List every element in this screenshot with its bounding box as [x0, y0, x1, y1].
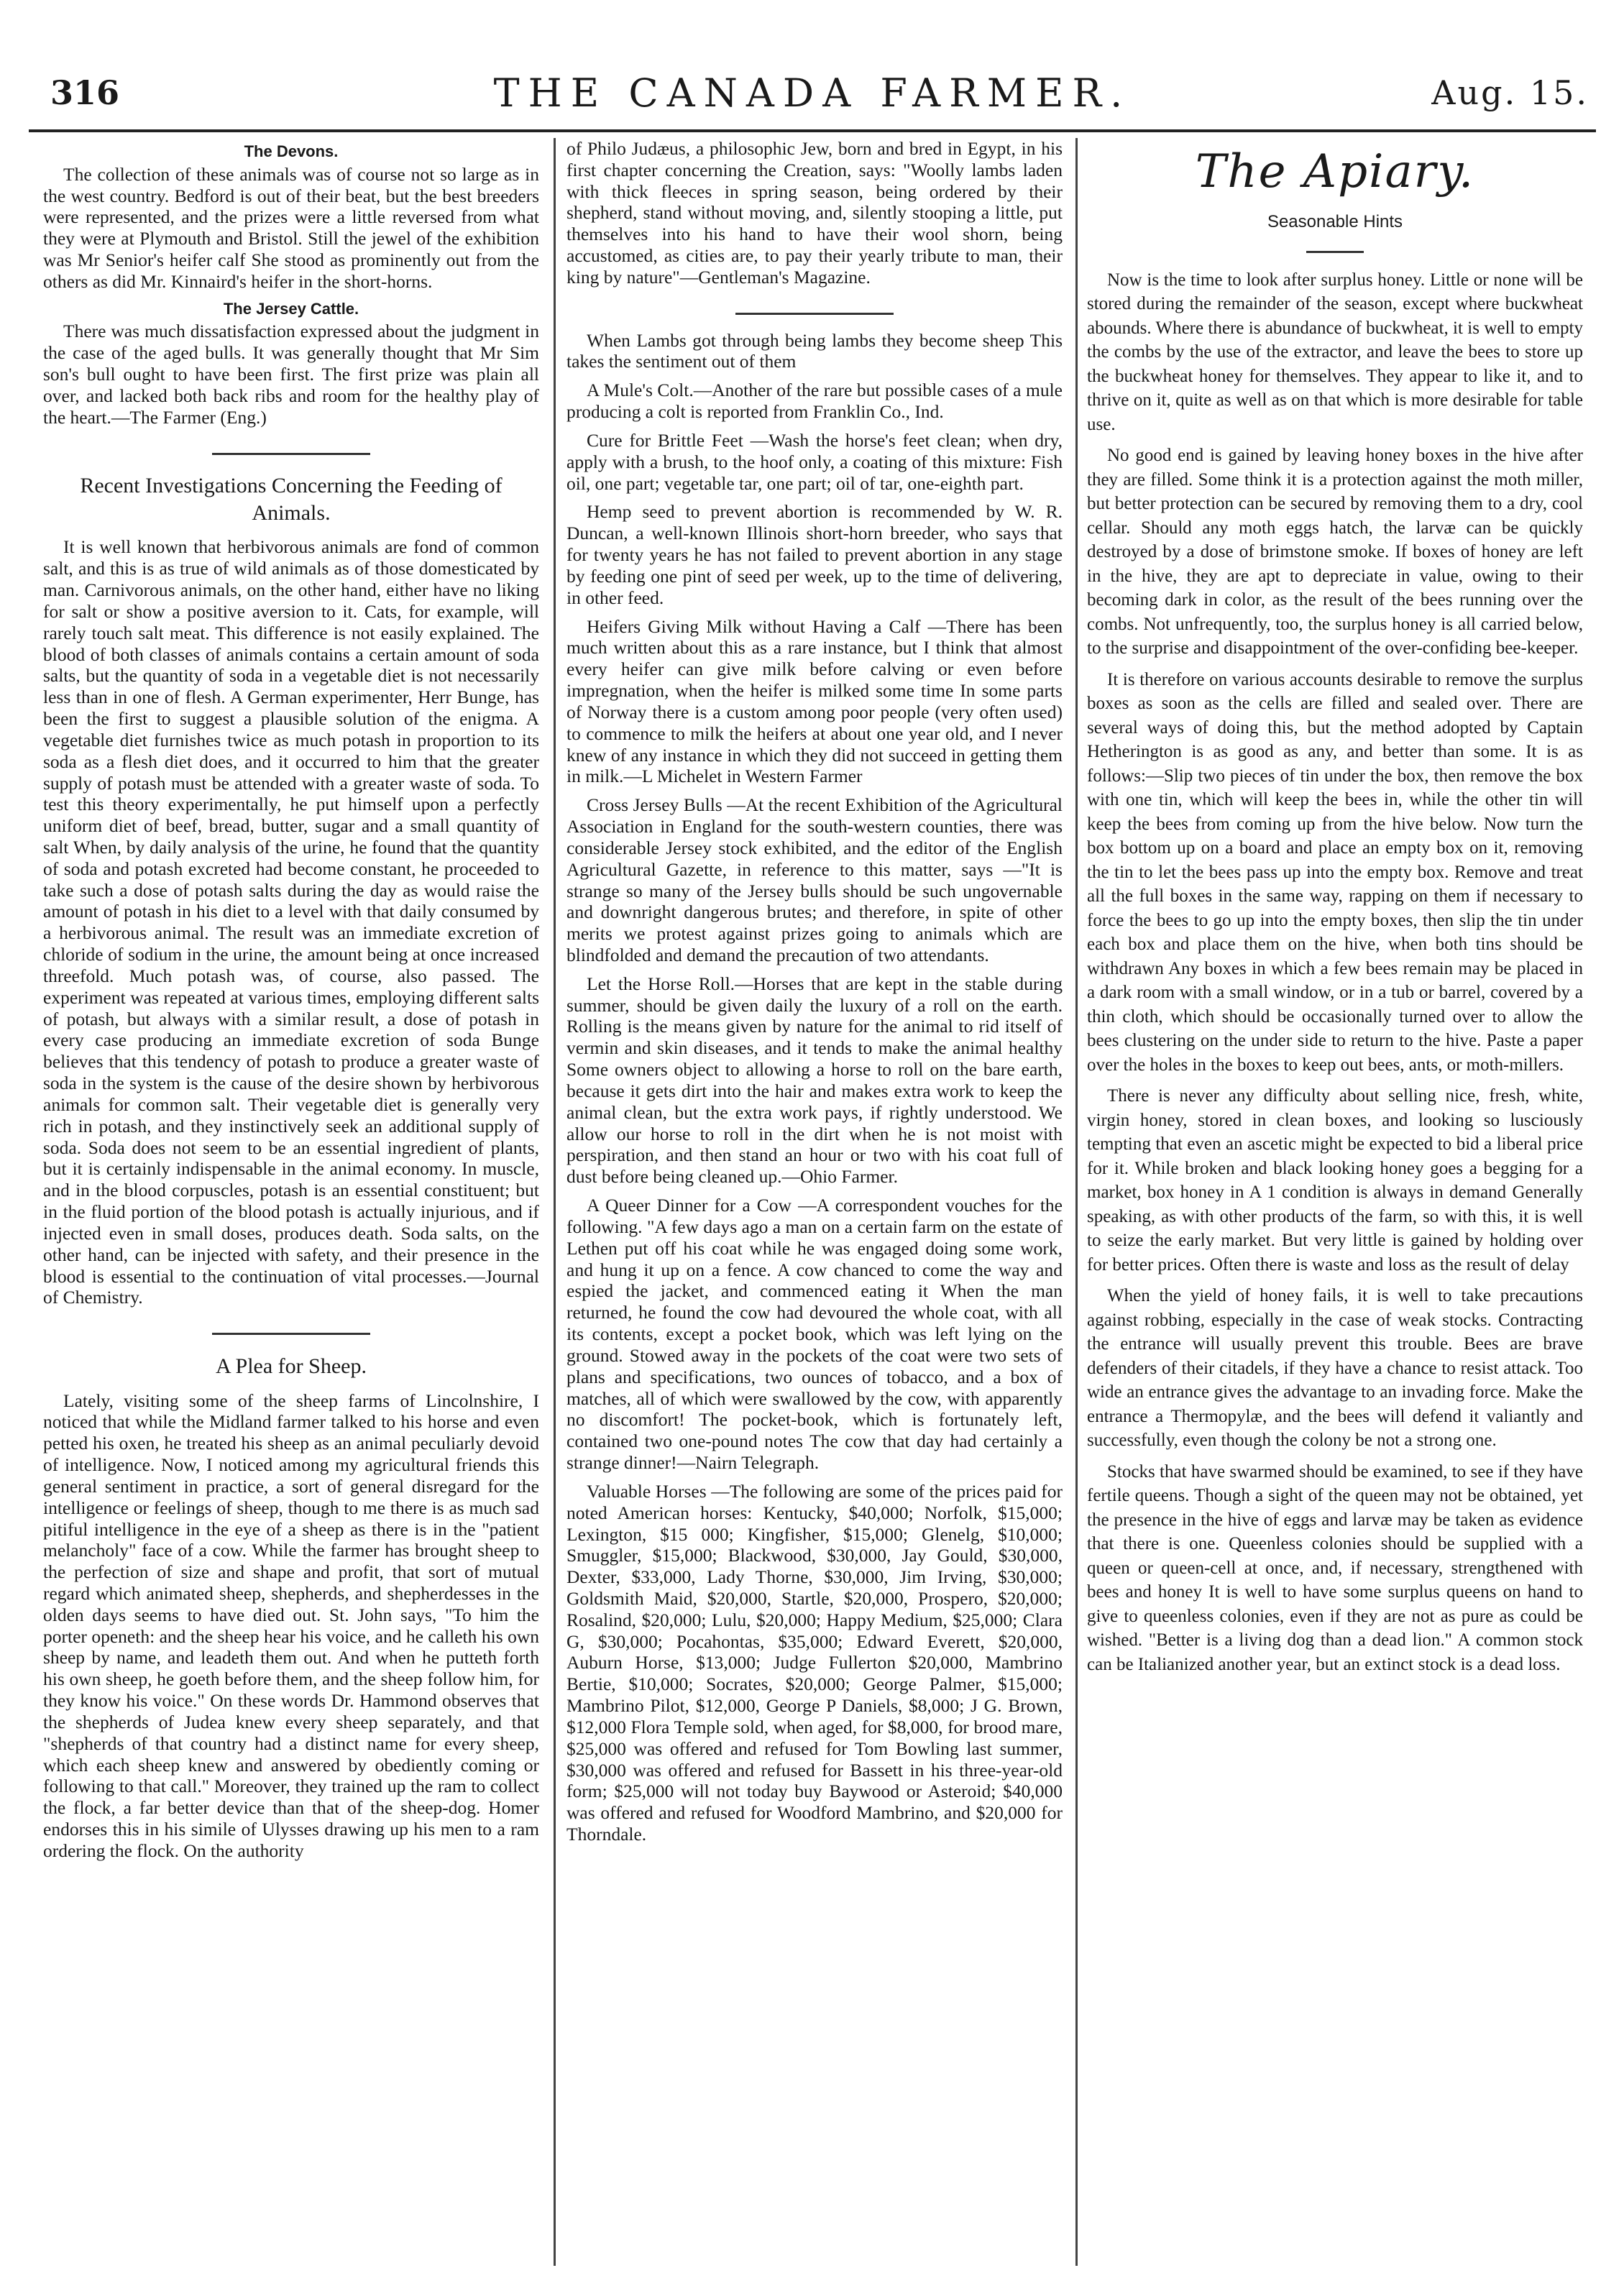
plea-for-sheep-text: Lately, visiting some of the sheep farms of Lincolnshire, I noticed that while the Midland farmer talked to his horse and even petted his oxen, he treated his sheep as an animal peculiarly devoid of intelligence. Now, I noticed among my agricultural friends this general sentiment in practice, a sort of general disregard for the intelligence or feelings of sheep, though to me there is as much sad pitiful intelligence in the eye of a sheep as there is in the "patient melancholy" face of a cow. While the farmer has brought sheep to the perfection of size and shape and profit, that sort of mutual regard which animated sheep, shepherds, and shepherdesses in the olden days seems to have died out. St. John says, "To him the porter openeth: and the sheep hear his voice, and he calleth his own sheep by name, and leadeth them out. And when he putteth forth his own sheep, he goeth before them, and the sheep follow him, for they know his voice." On these words Dr. Hammond observes that the shepherds of Judea knew every sheep separately, and that "shepherds of that country had a distinct name for every sheep, which each sheep knew and answered by obediently coming or following to that call." Moreover, they trained up the ram to collect the flock, a far better device than that of the sheep-dog. Homer endorses this in his simile of Ulysses drawing up his men to a ram ordering the flock. On the authority [43, 1390, 539, 1861]
newspaper-page [29, 65, 1596, 2279]
mule-colt-item: A Mule's Colt.—Another of the rare but possible cases of a mule producing a colt is reported from Franklin Co., Ind. [566, 380, 1063, 423]
column-2 [566, 138, 1063, 1852]
issue-date: Aug. 15. [1431, 73, 1589, 112]
page-number: 316 [50, 73, 120, 112]
section-rule [43, 438, 539, 460]
column-3 [1087, 138, 1583, 1684]
jersey-text: There was much dissatisfaction expressed about the judgment in the case of the aged bulls. It was generally thought that Mr Sim son's bull ought to have been first. The first prize was plain all over, and lacked both back ribs and room for the healthy play of the heart.—The Farmer (Eng.) [43, 321, 539, 428]
devons-heading: The Devons. [244, 142, 339, 160]
jersey-heading: The Jersey Cattle. [223, 299, 359, 318]
horse-roll-item: Let the Horse Roll.—Horses that are kept in the stable during summer, should be given daily the luxury of a roll on the earth. Rolling is the means given by nature for the animal to rid itself of vermin and skin diseases, and it tends to make the animal healthy Some owners object to allowing a horse to roll on the bare earth, because it gets dirt into the hair and makes extra work to keep the animal clean, but the extra work pays, if rightly understood. We allow our horse to roll in the dirt when he is not moist with perspiration, and then stand an hour or two with his coat full of dust before being cleaned up.—Ohio Farmer. [566, 973, 1063, 1188]
apiary-paragraph: Stocks that have swarmed should be examined, to see if they have fertile queens. Though a sight of the queen may not be obtained, yet the presence in the hive of eggs and larvæ may be taken as evidence that there is one. Queenless colonies should be supplied with a queen or queen-cell at once, and, if necessary, strengthened with bees and honey It is well to have some surplus queens on hand to give to queenless colonies, even if they are not as pure as could be wished. "Better is a living dog than a dead lion." A common stock can be Italianized another year, but an extinct stock is a dead loss. [1087, 1461, 1583, 1674]
section-rule [43, 1318, 539, 1340]
apiary-paragraph: It is therefore on various accounts desirable to remove the surplus boxes as soon as the cells are filled and sealed over. There are several ways of doing this, but the method adopted by Captain Hetherington is as good as any, and better than some. It is as follows:—Slip two pieces of tin under the box, then remove the box with one tin, which will keep the bees in, while the other tin will keep the bees from coming up from the hive below. Now turn the box bottom up on a board and place an empty box on it, removing the tin to let the bees pass up into the empty box. Remove and treat all the full boxes in the same way, rapping on them if necessary to force the bees to go up into the empty boxes, then slip the tin under each box and place them on the hive, when both tins should be withdrawn Any boxes in which a few bees remain may be placed in a dark room with a small window, or in a tub or barrel, covered by a thin cloth, which should be occasionally turned over to allow the bees clustering on the under side to return to the hive. Paste a paper over the holes in the boxes to keep out bees, ants, or moth-millers. [1087, 669, 1583, 1075]
apiary-paragraph: No good end is gained by leaving honey boxes in the hive after they are filled. Some think it is a protection against the moth miller, but better protection can be secured by removing them to a dry, cool cellar. Should any moth eggs hatch, the larvæ can be quickly destroyed by a dose of brimstone smoke. If boxes of honey are left in the hive, they are apt to depreciate in value, owing to their becoming dark in color, as the result of the bees running over the combs. Not unfrequently, too, the surplus honey is all carried below, to the surprise and disappointment of the over-confiding bee-keeper. [1087, 446, 1583, 658]
column-1 [43, 138, 539, 1869]
apiary-body [1087, 268, 1583, 1677]
apiary-section-title: The Apiary. [1195, 145, 1475, 198]
recent-investigations-text: It is well known that herbivorous animals are fond of common salt, and this is as true of wild animals as of those domesticated by man. Carnivorous animals, on the other hand, either have no liking for salt or show a positive aversion to it. Cats, for example, will rarely touch salt meat. This difference is not easily explained. The blood of both classes of animals contains a certain amount of soda salts, but the quantity of soda in a vegetable diet is not necessarily less than in one of flesh. A German experimenter, Herr Bunge, has been the first to suggest a plausible solution of the enigma. A vegetable diet furnishes twice as much potash in proportion to its soda as a flesh diet does, and it occurred to him that the greater supply of potash must be attended with a greater waste of soda. To test this theory experimentally, he put himself upon a perfectly uniform diet of beef, bread, butter, sugar and a small quantity of salt When, by daily analysis of the urine, he found that the quantity of soda and potash excreted had become constant, he proceeded to take such a dose of potash salts during the day as would raise the amount of potash in his diet to a level with that daily consumed by a herbivorous animal. The result was an immediate excretion of chloride of sodium in the urine, the amount being at once increased threefold. Much potash was, of course, also passed. The experiment was repeated at various times, employing different salts of potash, but always with a similar result, a dose of potash in every case producing an immediate excretion of soda Bunge believes that this tendency of potash to produce a greater waste of soda in the system is the cause of the desire shown by herbivorous animals for common salt. Their vegetable diet is generally very rich in potash, and they instinctively seek an additional supply of soda. Soda does not seem to be an essential ingredient of plants, but it is certainly indispensable in the animal economy. In muscle, and in the blood corpuscles, potash is an essential constituent; but in the fluid portion of the blood potash is actually injurious, and if injected even in small doses, produces death. Soda salts, on the other hand, can be injected with safety, and their presence in the blood is essential to the continuation of vital processes.—Journal of Chemistry. [43, 536, 539, 1308]
hemp-seed-item: Hemp seed to prevent abortion is recommended by W. R. Duncan, a well-known Illinois short-horn breeder, who says that for twenty years he has not failed to prevent abortion in any stage by feeding one pint of seed per week, up to the time of delivering, in other feed. [566, 501, 1063, 608]
valuable-horses-item: Valuable Horses —The following are some of the prices paid for noted American horses: Kentucky, $40,000; Norfolk, $15,000; Lexington, $15 000; Kingfisher, $15,000; Glenelg, $10,000; Smuggler, $15,000; Blackwood, $30,000, Jay Gould, $30,000, Dexter, $33,000, Lady Thorne, $30,000, Jim Irving, $30,000; Goldsmith Maid, $20,000, Startle, $20,000, Prospero, $20,000; Rosalind, $20,000; Lulu, $20,000; Happy Medium, $25,000; Clara G, $30,000; Pocahontas, $35,000; Edward Everett, $20,000, Auburn Horse, $13,000; Judge Fullerton $20,000, Mambrino Bertie, $10,000; Socrates, $20,000; George Palmer, $15,000; Mambrino Pilot, $12,000, George P Daniels, $8,000; J G. Brown, $12,000 Flora Temple sold, when aged, for $8,000, for brood mare, $25,000 was offered and refused for Tom Bowling last summer, $30,000 was offered and refused for Bassett in his three-year-old form; $25,000 will not today buy Baywood or Asteroid; $40,000 was offered and refused for Woodford Mambrino, and $20,000 for Thorndale. [566, 1480, 1063, 1845]
lambs-item: When Lambs got through being lambs they become sheep This takes the sentiment out of them [566, 329, 1063, 372]
seasonable-hints-heading: Seasonable Hints [1267, 211, 1403, 231]
recent-investigations-heading: Recent Investigations Concerning the Feeding of Animals. [80, 474, 503, 525]
heifers-item: Heifers Giving Milk without Having a Calf —There has been much written about this as a rare instance, but I think that almost every heifer can give milk before calving or even before impregnation, when the heifer is milked some time In some parts of Norway there is a custom among poor people (very often used) to commence to milk the heifers at about one year old, and I never knew of any instance in which they did not succeed in getting them in milk.—L Michelet in Western Farmer [566, 615, 1063, 787]
section-rule [566, 298, 1063, 320]
apiary-paragraph: Now is the time to look after surplus honey. Little or none will be stored during the remainder of the season, except where buckwheat abounds. Where there is abundance of buckwheat, it is well to empty the combs by the use of the extractor, and leave the bees to store up the buckwheat honey for themselves. They appear to like it, and to thrive on it, quite as well as on that which is more desirable for table use. [1087, 270, 1583, 434]
section-rule [1087, 237, 1583, 258]
column-divider [554, 138, 556, 2266]
philo-text: of Philo Judæus, a philosophic Jew, born and bred in Egypt, in his first chapter concerning the Creation, says: "Woolly lambs laden with thick fleeces in spring season, being ordered by their shepherd, stand without moving, and, silently stooping a little, put themselves into his hand to have their wool shorn, being accustomed, as cities are, to pay their yearly tribute to man, their king by nature"—Gentleman's Magazine. [566, 138, 1063, 288]
apiary-paragraph: There is never any difficulty about selling nice, fresh, white, virgin honey, stored in clean boxes, and looking so lusciously tempting that even an ascetic might be expected to bid a liberal price for it. While broken and black looking honey goes a begging for a market, box honey in A 1 condition is always in demand Generally speaking, as with other products of the farm, so with this, it is well to seize the early market. But very little is gained by holding over for better prices. Often there is waste and loss as the result of delay [1087, 1086, 1583, 1275]
brittle-feet-item: Cure for Brittle Feet —Wash the horse's feet clean; when dry, apply with a brush, to the hoof only, a coating of this mixture: Fish oil, one part; vegetable tar, one part; oil of tar, one-eighth part. [566, 429, 1063, 494]
apiary-paragraph: When the yield of honey fails, it is well to take precautions against robbing, especially in the case of weak stocks. Contracting the entrance will usually prevent this trouble. Bees are brave defenders of their citadels, if they have a chance to resist attack. Too wide an entrance gives the advantage to an invading force. Make the entrance a Thermopylæ, and the bees will defend it valiantly and successfully, even though the colony be not a strong one. [1087, 1286, 1583, 1451]
page-header [29, 65, 1596, 132]
queer-dinner-item: A Queer Dinner for a Cow —A correspondent vouches for the following. "A few days ago a man on a certain farm on the estate of Lethen put off his coat while he was engaged doing some work, and hung it up on a fence. A cow chanced to come the way and espied the jacket, and commenced eating it When the man returned, he found the cow had devoured the whole coat, with all its contents, except a pocket book, which was left lying on the ground. Stowed away in the pockets of the coat were two sets of plans and specifications, two ounces of tobacco, and a box of matches, all of which were swallowed by the cow, with apparently no discomfort! The pocket-book, which is fortunately left, contained two one-pound notes The cow that day had certainly a strange dinner!—Nairn Telegraph. [566, 1195, 1063, 1474]
devons-text: The collection of these animals was of course not so large as in the west country. Bedford is out of their beat, but the best breeders were represented, and the prizes were a little reversed from what they were at Plymouth and Bristol. Still the jewel of the exhibition was Mr Senior's heifer calf She stood as prominently out from the others as did Mr. Kinnaird's heifer in the short-horns. [43, 163, 539, 292]
jersey-bulls-item: Cross Jersey Bulls —At the recent Exhibition of the Agricultural Association in England for the south-western counties, there was considerable Jersey stock exhibited, and the editor of the English Agricultural Gazette, in reference to this matter, says —"It is strange so many of the Jersey bulls should be such ungovernable and downright dangerous brutes; and therefore, in spite of other merits we protest against prizes going to animals which are blindfolded and demand the precaution of two attendants. [566, 794, 1063, 965]
column-divider [1075, 138, 1078, 2266]
plea-for-sheep-heading: A Plea for Sheep. [216, 1354, 367, 1379]
masthead-title: THE CANADA FARMER. [493, 70, 1132, 116]
